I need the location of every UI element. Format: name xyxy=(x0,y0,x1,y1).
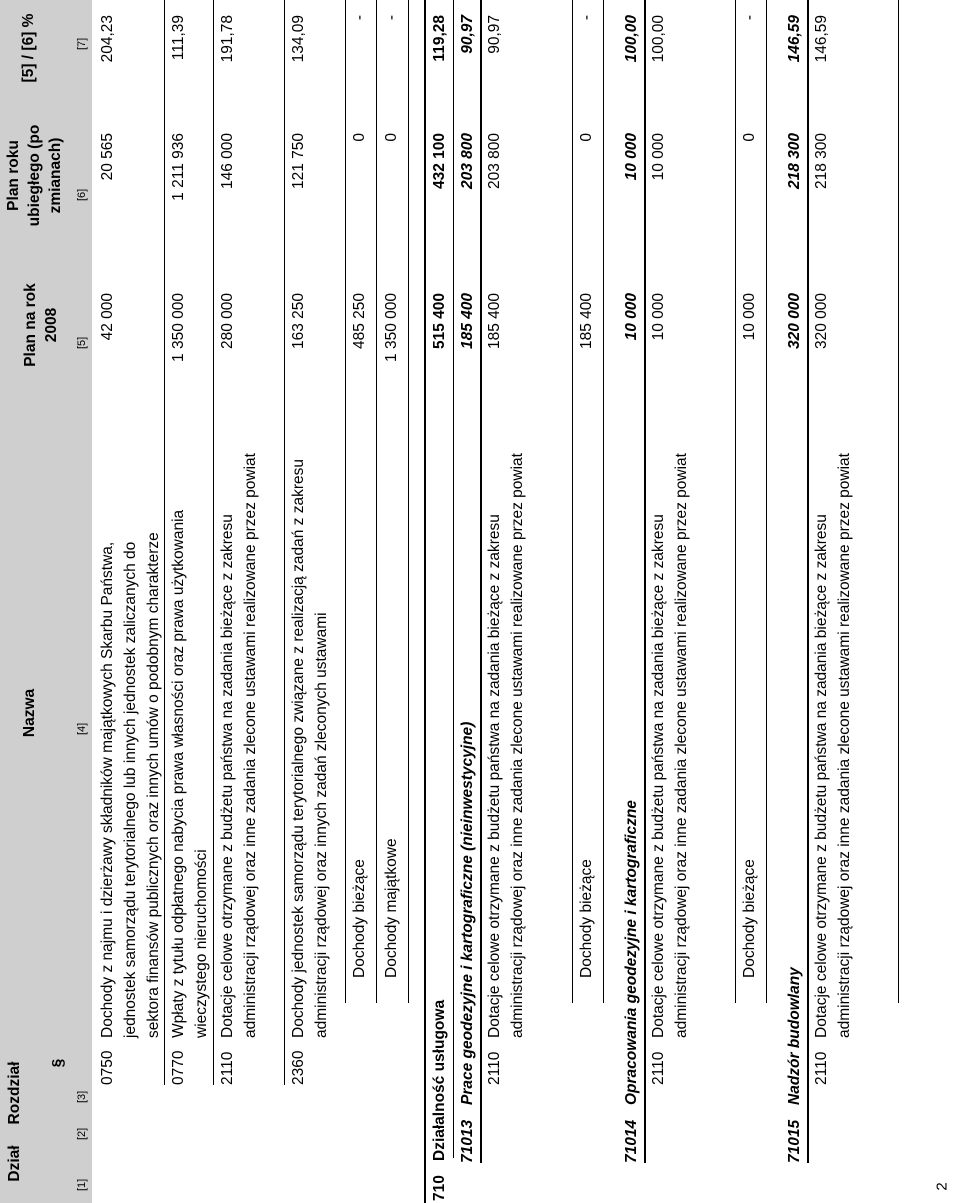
subtotal-plan-ubiegly: 0 xyxy=(351,133,368,142)
header-dzial: Dział xyxy=(6,1145,23,1182)
rozdzial-name: Prace geodezyjne i kartograficzne (nieinwestycyjne) xyxy=(459,721,476,1105)
subtotal-label: Dochody majątkowe xyxy=(383,838,400,978)
dzial-code: 710 xyxy=(431,1175,448,1201)
subtotal-label: Dochody bieżące xyxy=(351,859,368,978)
subtotal-divider xyxy=(408,0,409,1003)
subtotal-ratio: - xyxy=(351,15,368,21)
row-plan-2008: 42 000 xyxy=(99,293,116,341)
row-divider xyxy=(213,0,214,1085)
row-paragraf: 2360 xyxy=(290,1050,307,1085)
header-index-3: [3] xyxy=(76,1090,88,1103)
dzial-divider xyxy=(424,0,426,1203)
subtotal-divider xyxy=(345,0,346,1003)
rozdzial-plan-ubiegly: 203 800 xyxy=(459,133,476,190)
rozdzial-code: 71014 xyxy=(623,1119,640,1163)
subtotal-label: Dochody bieżące xyxy=(741,859,758,978)
header-paragraf: § xyxy=(50,1058,67,1068)
dzial-plan-2008: 515 400 xyxy=(431,293,448,350)
header-index-6: [6] xyxy=(76,188,88,201)
rozdzial-plan-2008: 10 000 xyxy=(623,293,640,341)
rozdzial-code: 71013 xyxy=(459,1119,476,1163)
subtotal-plan-2008: 485 250 xyxy=(351,293,368,350)
rozdzial-divider xyxy=(807,0,809,1163)
subtotal-divider xyxy=(376,0,377,1003)
dzial-name: Działalność usługowa xyxy=(431,999,448,1161)
rozdzial-divider xyxy=(644,0,646,1163)
row-name: Wpłaty z tytułu odpłatnego nabycia prawa własności oraz prawa użytkowania wieczystego nieruchomości xyxy=(170,509,210,1038)
subtotal-plan-2008: 10 000 xyxy=(741,293,758,341)
row-ratio: 100,00 xyxy=(650,15,667,63)
row-plan-2008: 1 350 000 xyxy=(170,293,187,362)
row-plan-ubiegly: 20 565 xyxy=(99,133,116,181)
row-plan-2008: 163 250 xyxy=(290,293,307,350)
row-paragraf: 2110 xyxy=(650,1051,667,1085)
dzial-divider xyxy=(453,0,454,1158)
row-name: Dotacje celowe otrzymane z budżetu państwa na zadania bieżące z zakresu administracji rządowej oraz inne zadania zlecone ustawami realizowane przez powiat xyxy=(813,453,853,1038)
row-plan-ubiegly: 1 211 936 xyxy=(170,133,187,201)
subtotal-plan-2008: 185 400 xyxy=(578,293,595,350)
dzial-plan-ubiegly: 432 100 xyxy=(431,133,448,190)
row-divider xyxy=(284,0,285,1085)
subtotal-plan-2008: 1 350 000 xyxy=(383,293,400,362)
row-plan-2008: 320 000 xyxy=(813,293,830,350)
rozdzial-plan-ubiegly: 218 300 xyxy=(786,133,803,190)
row-ratio: 90,97 xyxy=(486,15,503,54)
row-paragraf: 0770 xyxy=(170,1050,187,1085)
subtotal-divider xyxy=(572,0,573,1003)
row-ratio: 191,78 xyxy=(219,15,236,63)
row-plan-2008: 280 000 xyxy=(219,293,236,350)
subtotal-divider xyxy=(735,0,736,1003)
header-index-5: [5] xyxy=(76,336,88,349)
rozdzial-divider xyxy=(480,0,482,1163)
header-index-7: [7] xyxy=(76,37,88,50)
header-index-4: [4] xyxy=(76,722,88,735)
row-ratio: 146,59 xyxy=(813,15,830,63)
row-plan-ubiegly: 146 000 xyxy=(219,133,236,190)
row-name: Dotacje celowe otrzymane z budżetu państwa na zadania bieżące z zakresu administracji rządowej oraz inne zadania zlecone ustawami realizowane przez powiat xyxy=(650,453,690,1038)
rozdzial-ratio: 146,59 xyxy=(786,15,803,63)
rozdzial-plan-2008: 185 400 xyxy=(459,293,476,350)
subtotal-ratio: - xyxy=(578,15,595,21)
row-plan-ubiegly: 218 300 xyxy=(813,133,830,190)
rozdzial-plan-ubiegly: 10 000 xyxy=(623,133,640,181)
row-plan-ubiegly: 121 750 xyxy=(290,133,307,190)
row-divider xyxy=(164,0,165,1085)
rozdzial-plan-2008: 320 000 xyxy=(786,293,803,350)
subtotal-label: Dochody bieżące xyxy=(578,859,595,978)
header-nazwa: Nazwa xyxy=(21,688,38,738)
subtotal-divider xyxy=(603,0,604,1003)
row-plan-2008: 185 400 xyxy=(486,293,503,350)
subtotal-plan-ubiegly: 0 xyxy=(383,133,400,142)
row-paragraf: 0750 xyxy=(99,1050,116,1085)
subtotal-plan-ubiegly: 0 xyxy=(578,133,595,142)
subtotal-ratio: - xyxy=(383,15,400,21)
header-plan-ubiegly: Plan roku ubiegłego (po zmianach) xyxy=(5,124,64,227)
row-paragraf: 2110 xyxy=(486,1051,503,1085)
rozdzial-name: Nadzór budowlany xyxy=(786,967,803,1105)
row-ratio: 204,23 xyxy=(99,15,116,63)
rozdzial-code: 71015 xyxy=(786,1119,803,1163)
row-name: Dochody z najmu i dzierżawy składników majątkowych Skarbu Państwa, jednostek samorządu terytorialnego lub innych jednostek zaliczanych do sektora finansów publicznych oraz innych umów o podobnym charakterze xyxy=(99,532,162,1038)
header-ratio: [5] / [6] % xyxy=(20,13,37,83)
row-plan-ubiegly: 10 000 xyxy=(650,133,667,181)
row-paragraf: 2110 xyxy=(219,1051,236,1085)
rozdzial-name: Opracowania geodezyjne i kartograficzne xyxy=(623,800,640,1105)
page-number: 2 xyxy=(933,1182,951,1191)
row-paragraf: 2110 xyxy=(813,1051,830,1085)
row-name: Dotacje celowe otrzymane z budżetu państwa na zadania bieżące z zakresu administracji rządowej oraz inne zadania zlecone ustawami realizowane przez powiat xyxy=(219,453,259,1038)
row-plan-ubiegly: 203 800 xyxy=(486,133,503,190)
rozdzial-ratio: 100,00 xyxy=(623,15,640,63)
header-index-2: [2] xyxy=(76,1127,88,1140)
subtotal-divider xyxy=(898,0,899,1003)
row-name: Dochody jednostek samorządu terytorialnego związane z realizacją zadań z zakresu administracji rządowej oraz innych zadań zleconych ustawami xyxy=(290,459,330,1038)
dzial-ratio: 119,28 xyxy=(431,15,448,62)
header-index-1: [1] xyxy=(76,1178,88,1191)
row-plan-2008: 10 000 xyxy=(650,293,667,341)
rozdzial-ratio: 90,97 xyxy=(459,15,476,54)
row-ratio: 111,39 xyxy=(170,15,187,61)
row-ratio: 134,09 xyxy=(290,15,307,63)
subtotal-ratio: - xyxy=(741,15,758,21)
subtotal-divider xyxy=(766,0,767,1003)
header-rozdzial: Rozdział xyxy=(6,1061,23,1125)
row-name: Dotacje celowe otrzymane z budżetu państwa na zadania bieżące z zakresu administracji rządowej oraz inne zadania zlecone ustawami realizowane przez powiat xyxy=(486,453,526,1038)
header-plan-2008: Plan na rok 2008 xyxy=(22,283,60,367)
subtotal-plan-ubiegly: 0 xyxy=(741,133,758,142)
